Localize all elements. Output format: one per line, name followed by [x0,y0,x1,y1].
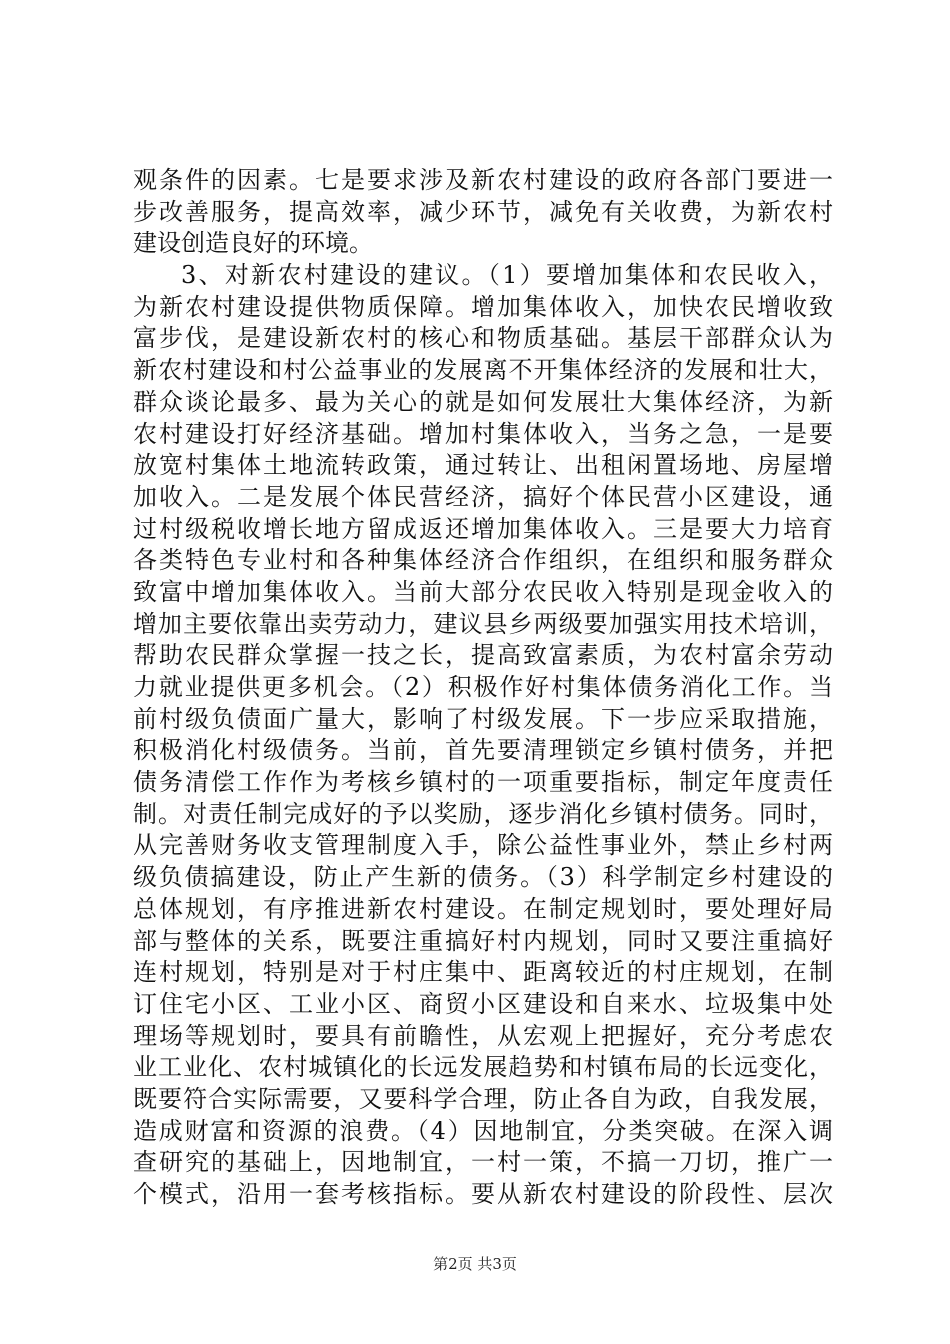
text-line: 从完善财务收支管理制度入手，除公益性事业外，禁止乡村两 [133,831,833,860]
text-line: 查研究的基础上，因地制宜，一村一策，不搞一刀切，推广一 [133,1148,833,1177]
text-line: 各类特色专业村和各种集体经济合作组织，在组织和服务群众 [133,546,833,575]
text-line: 新农村建设和村公益事业的发展离不开集体经济的发展和壮大， [133,356,833,385]
text-line: 步改善服务，提高效率，减少环节，减免有关收费，为新农村 [133,197,833,226]
text-line: 债务清偿工作作为考核乡镇村的一项重要指标，制定年度责任 [133,768,833,797]
page-number: 第2页 共3页 [433,1255,517,1273]
text-line: 理场等规划时，要具有前瞻性，从宏观上把握好，充分考虑农 [133,1021,833,1050]
text-line: 级负债搞建设，防止产生新的债务。（3）科学制定乡村建设的 [133,863,833,892]
text-line: 建设创造良好的环境。 [133,229,373,258]
text-line: 部与整体的关系，既要注重搞好村内规划，同时又要注重搞好 [133,926,833,955]
text-line: 业工业化、农村城镇化的长远发展趋势和村镇布局的长远变化， [133,1053,833,1082]
text-line: 群众谈论最多、最为关心的就是如何发展壮大集体经济，为新 [133,387,833,416]
text-line: 制。对责任制完成好的予以奖励，逐步消化乡镇村债务。同时， [133,799,833,828]
text-line: 过村级税收增长地方留成返还增加集体收入。三是要大力培育 [133,514,833,543]
text-line: 增加主要依靠出卖劳动力，建议县乡两级要加强实用技术培训， [133,609,833,638]
text-line: 3、对新农村建设的建议。（1）要增加集体和农民收入， [181,261,833,290]
text-line: 连村规划，特别是对于村庄集中、距离较近的村庄规划，在制 [133,958,833,987]
text-line: 放宽村集体土地流转政策，通过转让、出租闲置场地、房屋增 [133,451,833,480]
text-line: 个模式，沿用一套考核指标。要从新农村建设的阶段性、层次 [133,1180,833,1208]
text-line: 致富中增加集体收入。当前大部分农民收入特别是现金收入的 [133,577,833,606]
text-line: 总体规划，有序推进新农村建设。在制定规划时，要处理好局 [133,894,833,923]
body-text [133,165,833,1211]
text-line: 农村建设打好经济基础。增加村集体收入，当务之急，一是要 [133,419,833,448]
text-line: 观条件的因素。七是要求涉及新农村建设的政府各部门要进一 [133,166,833,194]
text-line: 加收入。二是发展个体民营经济，搞好个体民营小区建设，通 [133,482,833,511]
text-line: 既要符合实际需要，又要科学合理，防止各自为政，自我发展， [133,1084,833,1113]
text-line: 帮助农民群众掌握一技之长，提高致富素质，为农村富余劳动 [133,641,833,670]
text-line: 为新农村建设提供物质保障。增加集体收入，加快农民增收致 [133,292,833,321]
text-line: 前村级负债面广量大，影响了村级发展。下一步应采取措施， [133,704,833,733]
text-line: 造成财富和资源的浪费。（4）因地制宜，分类突破。在深入调 [133,1116,833,1145]
text-line: 富步伐，是建设新农村的核心和物质基础。基层干部群众认为 [133,324,833,353]
text-line: 订住宅小区、工业小区、商贸小区建设和自来水、垃圾集中处 [133,989,833,1018]
text-line: 积极消化村级债务。当前，首先要清理锁定乡镇村债务，并把 [133,736,833,765]
text-line: 力就业提供更多机会。（2）积极作好村集体债务消化工作。当 [133,673,833,701]
